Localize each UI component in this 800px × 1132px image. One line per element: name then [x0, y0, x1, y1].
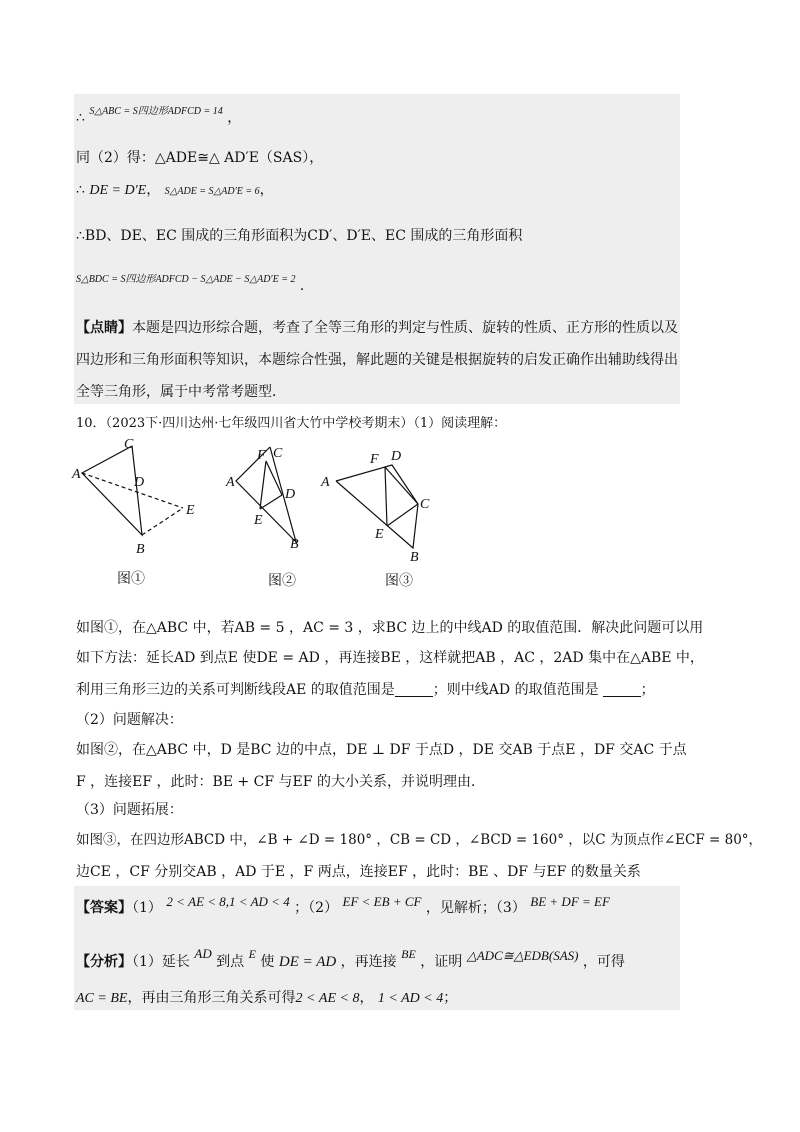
- fig2-label-d: D: [285, 487, 296, 502]
- blank-ae[interactable]: [395, 682, 433, 697]
- answer-line: 【答案】（1） 2 < AE < 8,1 < AD < 4 ；（2） EF < EB + CF ，见解析；（3） BE + DF = EF: [76, 894, 610, 916]
- solution-line-4: ∴BD、DE、EC 围成的三角形面积为CD′、D′E、EC 围成的三角形面积: [76, 228, 523, 244]
- solution-line-3: ∴ DE = D′E， S△ADE = S△AD′E = 6，: [76, 182, 274, 198]
- fig2-label-e: E: [254, 513, 263, 528]
- fig3-label-c: C: [420, 497, 430, 512]
- analysis-line-2: AC = BE，再由三角形三角关系可得2 < AE < 8， 1 < AD < 4；: [76, 990, 458, 1006]
- problem-line-3: 利用三角形三边的关系可判断线段AE 的取值范围是 ；则中线AD 的取值范围是 ；: [76, 682, 655, 698]
- comment-line-3: 全等三角形，属于中考常考题型．: [76, 384, 286, 400]
- fig2-label-f: F: [257, 448, 266, 463]
- problem-line-1: 如图①，在△ABC 中，若AB = 5 ，AC = 3 ，求BC 边上的中线AD 的取值范围．解决此问题可以用: [76, 620, 704, 636]
- solution-line-5: S△BDC = S四边形ADFCD − S△ADE − S△AD′E = 2 ．: [76, 274, 314, 294]
- fig3-label-b: B: [410, 550, 419, 565]
- fig2-label-b: B: [290, 537, 299, 552]
- fig2-de: [260, 495, 282, 509]
- fig1-be: [142, 508, 183, 535]
- fig1-label-e: E: [186, 503, 195, 518]
- problem-line-2: 如下方法：延长AD 到点E 使DE = AD ，再连接BE ，这样就把AB ，AC ，2AD 集中在△ABE 中，: [76, 650, 704, 666]
- fig1-label-d: D: [134, 475, 145, 490]
- fig3-label-f: F: [370, 452, 379, 467]
- fig3-ce: [387, 504, 418, 526]
- problem-header: 10．（2023下·四川达州·七年级四川省大竹中学校考期末）（1）阅读理解：: [76, 416, 507, 431]
- caption-fig-3: 图③: [385, 573, 413, 589]
- problem-line-5: 如图②，在△ABC 中，D 是BC 边的中点，DE ⊥ DF 于点D ，DE 交AB 于点E ，DF 交AC 于点: [76, 742, 687, 758]
- caption-fig-1: 图①: [117, 571, 145, 587]
- problem-line-6: F ，连接EF ，此时：BE + CF 与EF 的大小关系，并说明理由．: [76, 774, 485, 790]
- solution-line-1: ∴ S△ABC = S四边形ADFCD = 14 ，: [76, 106, 242, 126]
- fig1-triangle: [82, 446, 145, 535]
- problem-line-8: 如图③，在四边形ABCD 中，∠B + ∠D = 180° ，CB = CD ，∠BCD = 160° ，以C 为顶点作∠ECF = 80°，: [76, 832, 763, 848]
- fig1-median-ext: [82, 473, 183, 508]
- fig1-label-b: B: [136, 542, 145, 557]
- fig2-label-c: C: [273, 446, 283, 461]
- problem-line-4: （2）问题解决：: [76, 712, 183, 728]
- analysis-line-1: 【分析】（1）延长 AD 到点 E 使 DE = AD ，再连接 BE ，证明 △ADC≅△EDB(SAS) ，可得: [76, 946, 625, 970]
- problem-line-9: 边CE ，CF 分别交AB ，AD 于E ，F 两点，连接EF ，此时：BE 、DF 与EF 的数量关系: [76, 864, 641, 880]
- fig3-cf: [385, 467, 418, 504]
- fig3-label-e: E: [375, 527, 384, 542]
- fig1-label-c: C: [124, 437, 134, 452]
- caption-fig-2: 图②: [268, 573, 296, 589]
- fig3-label-a: A: [321, 475, 330, 490]
- fig2-label-a: A: [226, 475, 235, 490]
- fig1-label-a: A: [72, 467, 81, 482]
- figure-1: [82, 446, 183, 535]
- solution-line-2: 同（2）得：△ADE≅△ AD′E（SAS），: [76, 150, 324, 166]
- fig3-ef: [385, 467, 387, 526]
- fig2-df: [266, 461, 282, 495]
- comment-line-1: 【点睛】本题是四边形综合题，考查了全等三角形的判定与性质、旋转的性质、正方形的性质以及: [76, 320, 678, 336]
- fig3-label-d: D: [391, 449, 402, 464]
- fig2-ef: [260, 461, 266, 509]
- blank-ad[interactable]: [603, 682, 641, 697]
- figures-svg: [70, 436, 450, 576]
- comment-line-2: 四边形和三角形面积等知识，本题综合性强，解此题的关键是根据旋转的启发正确作出辅助线得出: [76, 352, 678, 368]
- problem-line-7: （3）问题拓展：: [76, 802, 183, 818]
